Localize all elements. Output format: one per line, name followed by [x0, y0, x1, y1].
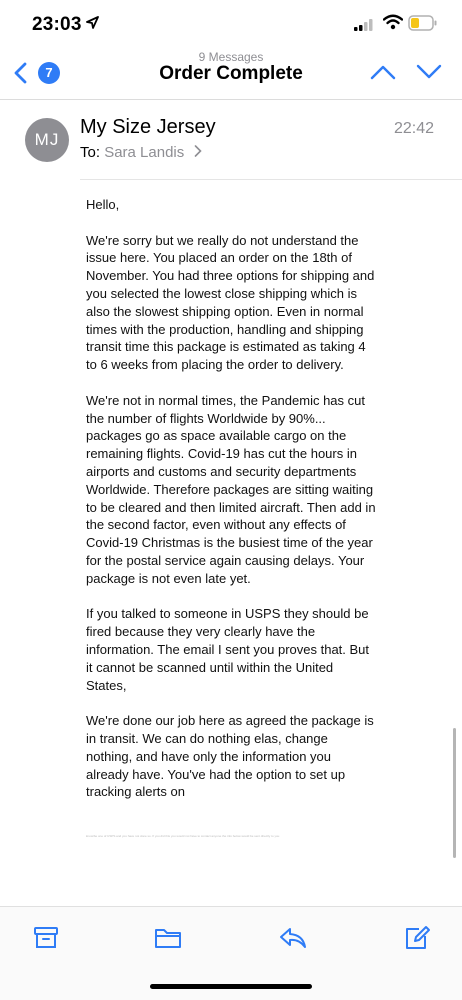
- back-message-count-badge[interactable]: 7: [38, 62, 60, 84]
- archive-icon[interactable]: [33, 925, 59, 956]
- home-indicator: [150, 984, 312, 989]
- navigation-bar: [0, 48, 462, 100]
- sender-avatar[interactable]: MJ: [25, 118, 69, 162]
- recipient-line[interactable]: [80, 144, 202, 161]
- vertical-scroll-indicator[interactable]: [453, 728, 456, 858]
- compose-icon[interactable]: [403, 925, 431, 956]
- bottom-toolbar: [0, 907, 462, 1000]
- previous-message-up-icon[interactable]: [370, 64, 396, 85]
- nav-divider: [0, 99, 462, 100]
- body-paragraph: Hello,: [86, 197, 120, 212]
- recipient-name[interactable]: Sara Landis: [104, 144, 185, 161]
- header-divider: [80, 179, 462, 180]
- battery-icon: [408, 15, 438, 36]
- location-arrow-icon: [86, 16, 99, 34]
- status-time: 23:03: [32, 14, 82, 35]
- reply-icon[interactable]: [279, 925, 307, 956]
- sender-name[interactable]: My Size Jersey: [80, 116, 216, 138]
- body-paragraph: We're done our job here as agreed the package is in transit. We can do nothing elas, change nothing, and have only the information you already have. You've had the option to set up tracking alerts on: [86, 713, 374, 800]
- status-bar: [0, 0, 462, 48]
- body-paragraph: If you talked to someone in USPS they should be fired because they very clearly have the information. The email I sent you proves that. But it cannot be scanned until within the United States,: [86, 606, 370, 693]
- body-fine-print: know/be one of USPS and you have not done so. If you did this you would not have to contact anyone the info below would be sent directly to you: [86, 834, 280, 838]
- received-time: 22:42: [393, 120, 434, 137]
- body-paragraph: We're sorry but we really do not understand the issue here. You placed an order on the 18th of November. You had three options for shipping and you selected the lowest close shipping which is also the slowest shipping option. Even in normal times with the production, handling and shipping transit time this package is estimated as taking 4 to 6 weeks from placing the order to delivery.: [86, 232, 375, 373]
- cellular-signal-icon: [354, 18, 374, 36]
- email-body: [86, 196, 376, 819]
- wifi-icon: [383, 14, 403, 35]
- body-paragraph: We're not in normal times, the Pandemic has cut the number of flights Worldwide by 90%... packages go as space available cargo on the remaining flights. Covid-19 has cut the hours in airports and customs and security departments Worldwide. Therefore packages are sitting waiting to be cleared and then limited aircraft. Then add in the second factor, even without any effects of Covid-19 Christmas is the busiest time of the year for the postal service again causing delays. Your package is not even late yet.: [86, 392, 376, 586]
- thread-title: Order Complete: [159, 63, 303, 84]
- chevron-right-icon[interactable]: [194, 144, 202, 161]
- to-label: To:: [80, 144, 101, 161]
- folder-icon[interactable]: [154, 925, 182, 956]
- thread-message-count: 9 Messages: [198, 50, 264, 64]
- next-message-down-icon[interactable]: [416, 64, 442, 85]
